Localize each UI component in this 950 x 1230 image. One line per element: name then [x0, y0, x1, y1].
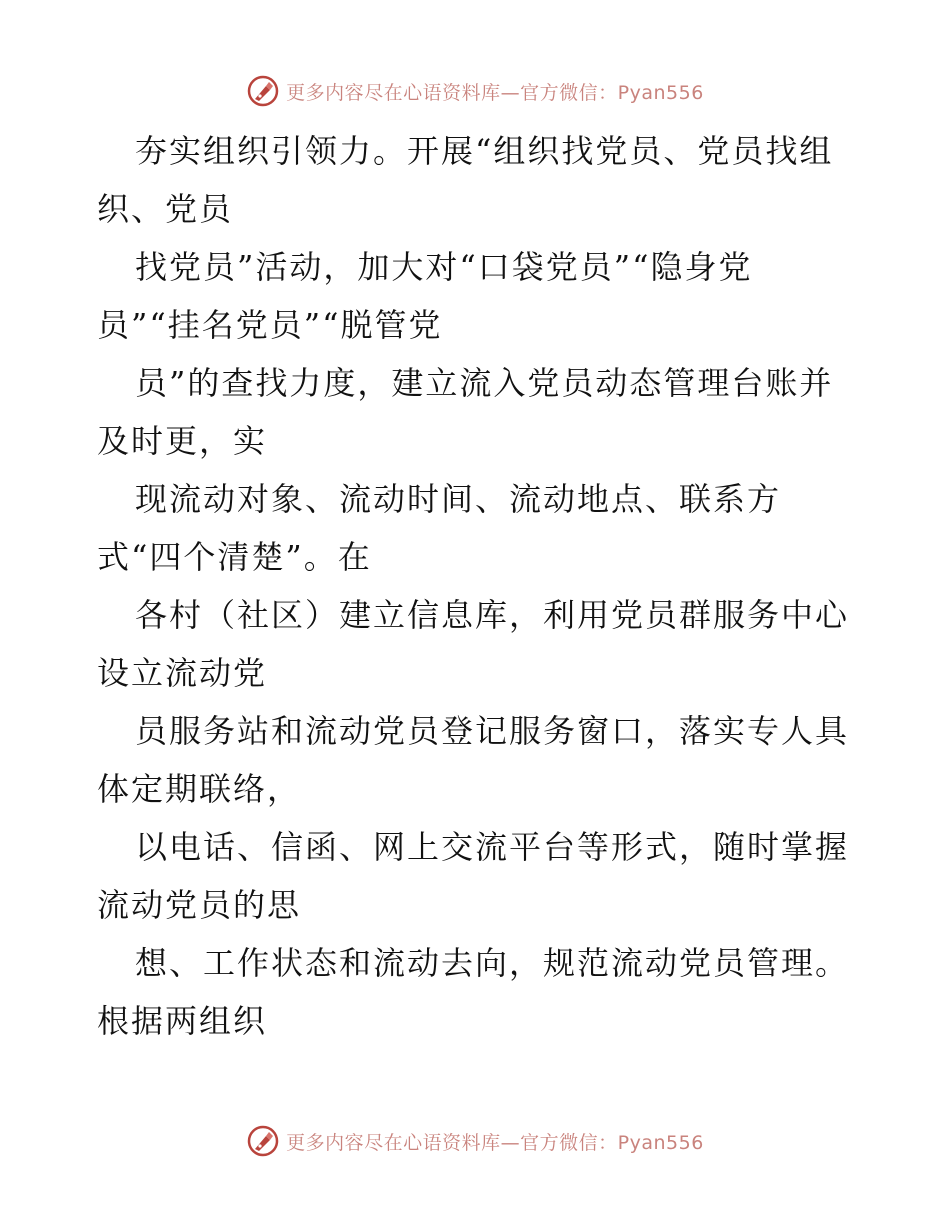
text-line: 根据两组织 — [97, 1002, 268, 1040]
text-line: 想、工作状态和流动去向，规范流动党员管理。 — [135, 944, 850, 982]
text-line: 找党员”活动，加大对“口袋党员”“隐身党 — [135, 248, 753, 286]
text-line: 设立流动党 — [97, 654, 268, 692]
pen-nib-icon — [246, 74, 280, 108]
text-line: 织、党员 — [97, 190, 234, 228]
text-line: 员”“挂名党员”“脱管党 — [97, 306, 443, 344]
text-line: 夯实组织引领力。开展“组织找党员、党员找组 — [135, 132, 834, 170]
text-line: 员服务站和流动党员登记服务窗口，落实专人具 — [135, 712, 850, 750]
watermark-text: 更多内容尽在心语资料库—官方微信：Pyan556 — [286, 81, 704, 104]
text-line: 现流动对象、流动时间、流动地点、联系方 — [135, 480, 782, 518]
text-line: 流动党员的思 — [97, 886, 302, 924]
text-line: 员”的查找力度，建立流入党员动态管理台账并 — [135, 364, 834, 402]
text-line: 各村（社区）建立信息库，利用党员群服务中心 — [135, 596, 850, 634]
text-line: 式“四个清楚”。在 — [97, 538, 372, 576]
header-watermark — [0, 71, 950, 111]
watermark-text: 更多内容尽在心语资料库—官方微信：Pyan556 — [286, 1131, 704, 1154]
text-line: 及时更，实 — [97, 422, 268, 460]
pen-nib-icon — [246, 1124, 280, 1158]
text-line: 体定期联络， — [97, 770, 302, 808]
footer-watermark — [0, 1121, 950, 1161]
document-body — [97, 122, 857, 1050]
text-line: 以电话、信函、网上交流平台等形式，随时掌握 — [135, 828, 850, 866]
